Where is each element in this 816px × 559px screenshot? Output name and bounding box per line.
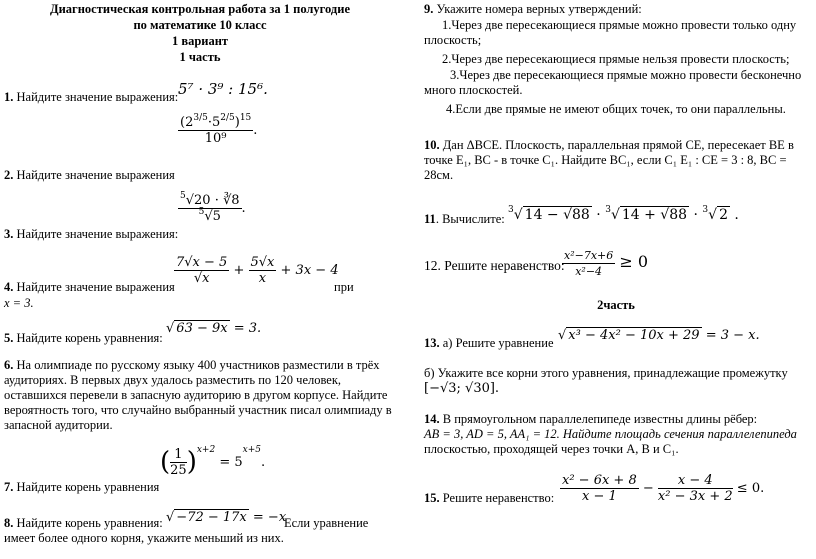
question-2: 2. Найдите значение выражения bbox=[4, 168, 175, 182]
q4-expression: $\frac{7√x - 5}{√x}$ + $\frac{5√x}{x}$ + 3x − 4 bbox=[176, 255, 339, 286]
q11-expression: $^3$√ 14 − √88 · $^3$√ 14 + √88 · $^3$√ 2 . bbox=[508, 205, 739, 223]
q13-part-b: б) Укажите все корни этого уравнения, принадлежащие промежутку bbox=[424, 366, 788, 380]
q1-expression: 5⁷ · 3⁹ : 15⁶. bbox=[178, 80, 268, 98]
q4-when: при bbox=[334, 280, 354, 294]
q9-item-3: 3.Через две пересекающиеся прямые можно провести бесконечно много плоскостей. bbox=[424, 68, 802, 97]
q4-xvalue: x = 3. bbox=[4, 296, 34, 310]
question-6: 6. На олимпиаде по русскому языку 400 участников разместили в трёх аудиториях. В первых двух удалось разместить по 120 человек, оставшихся перевели в запасную аудиторию в другом корпусе. Найдите вероятность того, что случайно выбранный участник писал олимпиаду в запасной аудитории. bbox=[4, 358, 392, 432]
question-12: 12. Решите неравенство: bbox=[424, 258, 565, 273]
q3-expression: $\frac{^5√20 \cdot ∛8}{^5√5}$ . bbox=[180, 191, 246, 224]
q9-item-2: 2.Через две пересекающиеся прямые нельзя провести плоскость; bbox=[442, 52, 790, 66]
q13-expression: √ x³ − 4x² − 10x + 29 = 3 − x. bbox=[558, 328, 760, 343]
q14-line-2: AB = 3, AD = 5, AA₁ = 12. Найдите площадь сечения параллелепипеда bbox=[424, 427, 797, 441]
q8-note: Если уравнение имеет более одного корня, укажите меньший из них. bbox=[4, 516, 369, 545]
q14-line-3: плоскостью, проходящей через точки A, B и C₁. bbox=[424, 442, 679, 456]
q12-expression: $\frac{\text{x²−7x+6}}{\text{x²−4}}$ ≥ 0 bbox=[564, 249, 649, 278]
doc-title: Диагностическая контрольная работа за 1 полугодие bbox=[50, 2, 350, 16]
question-5: 5. Найдите корень уравнения: bbox=[4, 331, 163, 345]
q2-expression: $\frac{(2^{3/5}\cdot 5^{2/5})^{15}}{\text{10⁹}}$ . bbox=[180, 113, 258, 146]
q7-expression: ( $\frac{1}{25}$ )$^{x+2} = 5^{x+5}$. bbox=[160, 445, 266, 478]
q13-interval: [−√3; √30]. bbox=[424, 381, 500, 396]
question-9: 9. Укажите номера верных утверждений: bbox=[424, 2, 642, 16]
q9-item-4: 4.Если две прямые не имеют общих точек, то они параллельны. bbox=[446, 102, 786, 116]
part-2-heading: 2часть bbox=[597, 298, 635, 312]
question-1: 1. Найдите значение выражения: bbox=[4, 90, 179, 104]
doc-part: 1 часть bbox=[179, 50, 221, 64]
question-15: 15. Решите неравенство: bbox=[424, 491, 555, 505]
question-4: 4. Найдите значение выражения bbox=[4, 280, 175, 294]
question-7: 7. Найдите корень уравнения bbox=[4, 480, 160, 494]
q8-expression: √ −72 − 17x = −x bbox=[166, 510, 287, 525]
question-8: 8. Найдите корень уравнения: bbox=[4, 516, 163, 530]
doc-subject: по математике 10 класс bbox=[133, 18, 267, 32]
q9-item-1: 1.Через две пересекающиеся прямые можно провести только одну плоскость; bbox=[424, 18, 797, 47]
doc-variant: 1 вариант bbox=[171, 34, 229, 48]
q5-expression: √ 63 − 9x = 3. bbox=[166, 321, 262, 336]
question-11: 11. Вычислите: bbox=[424, 212, 505, 226]
question-13: 13. а) Решите уравнение bbox=[424, 336, 554, 350]
question-10: 10. Дан ΔВСЕ. Плоскость, параллельная прямой СЕ, пересекает ВЕ в точке Е₁, ВС - в точке С₁. Найдите ВС₁, если С₁ Е₁ : СЕ = 3 : 8, ВС = 28см. bbox=[424, 138, 794, 182]
q15-expression: $\frac{\text{x² − 6x + 8}}{x - 1}$ − $\frac{x - 4}{\text{x² − 3x + 2}}$ ≤ 0. bbox=[562, 473, 765, 504]
question-3: 3. Найдите значение выражения: bbox=[4, 227, 179, 241]
question-14: 14. В прямоугольном параллелепипеде известны длины рёбер: bbox=[424, 412, 758, 426]
